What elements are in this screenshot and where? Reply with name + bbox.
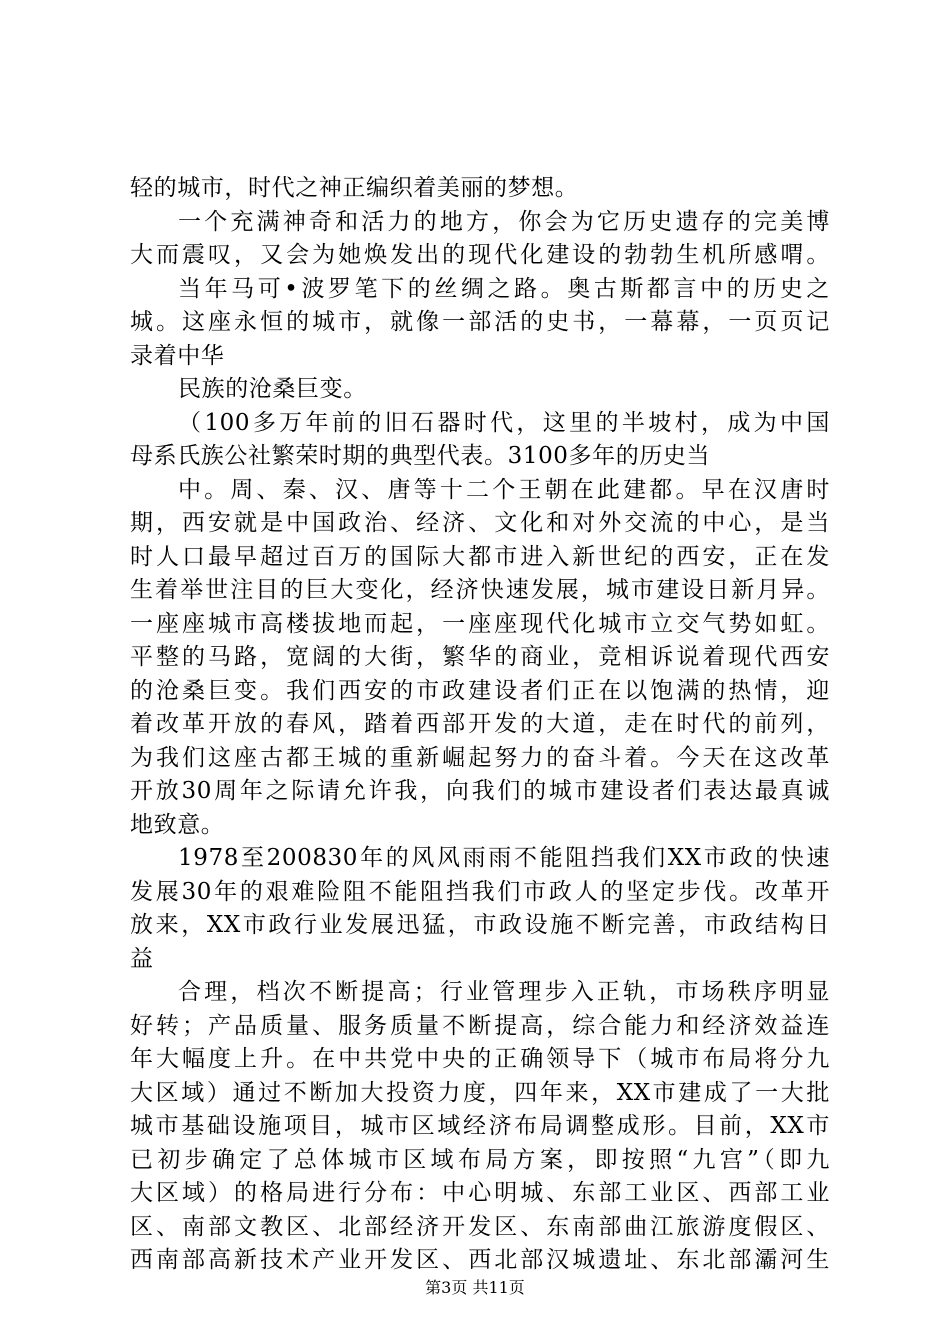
text-line: 一个充满神奇和活力的地方，你会为它历史遗存的完美博 (178, 208, 830, 235)
text-line: 合理，档次不断提高；行业管理步入正轨，市场秩序明显 (178, 979, 830, 1005)
text-line: 放来，XX市政行业发展迅猛，市政设施不断完善，市政结构日 (130, 912, 830, 938)
text-line: 平整的马路，宽阔的大街，繁华的商业，竞相诉说着现代西安 (130, 644, 830, 670)
text-line: 年大幅度上升。在中共党中央的正确领导下（城市布局将分九 (130, 1046, 830, 1072)
text-line: 当年马可•波罗笔下的丝绸之路。奥古斯都言中的历史之 (178, 275, 830, 302)
text-line: 发展30年的艰难险阻不能阻挡我们市政人的坚定步伐。改革开 (130, 878, 830, 905)
text-line: 轻的城市，时代之神正编织着美丽的梦想。 (130, 175, 579, 201)
text-line: 1978至200830年的风风雨雨不能阻挡我们XX市政的快速 (178, 845, 830, 871)
text-line: 为我们这座古都王城的重新崛起努力的奋斗着。今天在这改革 (130, 744, 830, 771)
text-line: 地致意。 (130, 811, 225, 838)
text-line: 期，西安就是中国政治、经济、文化和对外交流的中心，是当 (130, 510, 830, 536)
text-line: 大区域）的格局进行分布：中心明城、东部工业区、西部工业 (130, 1180, 830, 1206)
text-line: 民族的沧桑巨变。 (178, 376, 367, 402)
text-line: 西南部高新技术产业开发区、西北部汉城遗址、东北部灞河生 (130, 1247, 830, 1273)
text-line: 城市基础设施项目，城市区域经济布局调整成形。目前，XX市 (130, 1113, 830, 1139)
text-line: 一座座城市高楼拔地而起，一座座现代化城市立交气势如虹。 (130, 610, 830, 637)
text-line: 城。这座永恒的城市，就像一部活的史书，一幕幕，一页页记 (130, 309, 830, 335)
text-line: 大区域）通过不断加大投资力度，四年来，XX市建成了一大批 (130, 1079, 830, 1106)
page-footer: 第3页 共11页 (425, 1278, 525, 1297)
text-line: 母系氏族公社繁荣时期的典型代表。3100多年的历史当 (130, 443, 711, 469)
text-line: 着改革开放的春风，踏着西部开发的大道，走在时代的前列， (130, 711, 830, 737)
text-line: 中。周、秦、汉、唐等十二个王朝在此建都。早在汉唐时 (178, 476, 830, 503)
text-line: 的沧桑巨变。我们西安的市政建设者们正在以饱满的热情，迎 (130, 677, 830, 704)
text-line: 开放30周年之际请允许我，向我们的城市建设者们表达最真诚 (130, 778, 830, 804)
text-line: 区、南部文教区、北部经济开发区、东南部曲江旅游度假区、 (130, 1213, 830, 1240)
text-line: 已初步确定了总体城市区域布局方案，即按照“九宫”（即九 (130, 1146, 830, 1173)
text-line: 益 (130, 945, 154, 972)
text-line: 生着举世注目的巨大变化，经济快速发展，城市建设日新月异。 (130, 577, 830, 603)
text-line: 录着中华 (130, 342, 225, 369)
text-line: 时人口最早超过百万的国际大都市进入新世纪的西安，正在发 (130, 543, 830, 570)
text-line: （100多万年前的旧石器时代，这里的半坡村，成为中国 (178, 409, 830, 436)
text-line: 大而震叹，又会为她焕发出的现代化建设的勃勃生机所感喟。 (130, 242, 830, 268)
document-body (130, 172, 830, 1278)
text-line: 好转；产品质量、服务质量不断提高，综合能力和经济效益连 (130, 1012, 830, 1039)
